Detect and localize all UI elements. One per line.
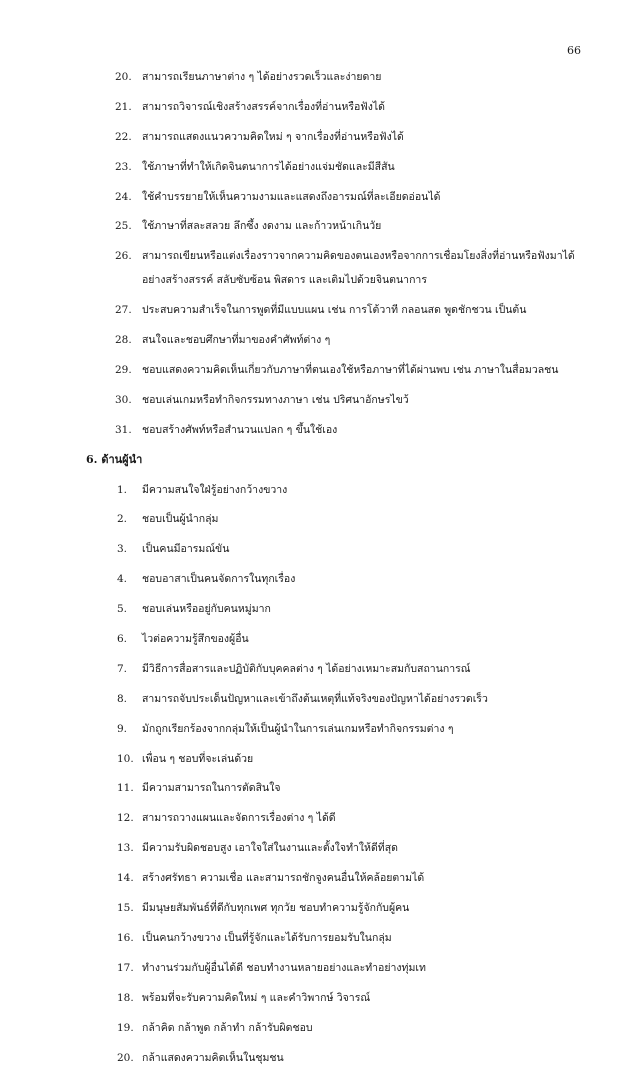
item-text: ชอบอาสาเป็นคนจัดการในทุกเรื่อง xyxy=(142,573,296,586)
list-item xyxy=(0,1017,638,1039)
item-text: สนใจและชอบศึกษาที่มาของคำศัพท์ต่าง ๆ xyxy=(142,334,331,347)
page-number: 66 xyxy=(567,44,581,57)
item-number: 24. xyxy=(115,190,132,203)
item-number: 23. xyxy=(115,160,132,173)
item-text: ใช้ภาษาที่ทำให้เกิดจินตนาการได้อย่างแจ่มชัดและมีสีสัน xyxy=(142,160,395,173)
list-item xyxy=(0,927,638,949)
item-number: 21. xyxy=(115,100,132,113)
item-text: สามารถเรียนภาษาต่าง ๆ ได้อย่างรวดเร็วและง่ายดาย xyxy=(142,71,382,83)
item-number: 18. xyxy=(117,991,134,1004)
item-text: กล้าคิด กล้าพูด กล้าทำ กล้ารับผิดชอบ xyxy=(142,1021,313,1034)
list-item xyxy=(0,66,638,88)
list-item xyxy=(0,748,638,770)
item-text: มีความสามารถในการตัดสินใจ xyxy=(142,782,281,795)
list-item xyxy=(0,807,638,829)
item-text: มีความรับผิดชอบสูง เอาใจใส่ในงานและตั้งใจทำให้ดีที่สุด xyxy=(142,842,398,855)
list-item xyxy=(0,186,638,208)
item-number: 15. xyxy=(117,902,134,915)
item-number: 1. xyxy=(117,483,128,496)
item-text: มักถูกเรียกร้องจากกลุ่มให้เป็นผู้นำในการเล่นเกมหรือทำกิจกรรมต่าง ๆ xyxy=(142,722,454,735)
item-text: ใช้ภาษาที่สละสลวย ลึกซึ้ง งดงาม และก้าวหน้าเกินวัย xyxy=(142,220,382,233)
list-item xyxy=(0,568,638,590)
item-number: 3. xyxy=(117,543,128,556)
list-item xyxy=(0,987,638,1009)
list-item xyxy=(0,897,638,919)
list-item xyxy=(0,658,638,680)
item-text: สามารถจับประเด็นปัญหาและเข้าถึงต้นเหตุที่แท้จริงของปัญหาได้อย่างรวดเร็ว xyxy=(142,692,488,705)
item-text: สามารถเขียนหรือแต่งเรื่องราวจากความคิดของตนเองหรือจากการเชื่อมโยงสิ่งที่อ่านหรือฟังมาได้ xyxy=(142,250,575,263)
item-text: ใช้คำบรรยายให้เห็นความงามและแสดงถึงอารมณ์ที่ละเอียดอ่อนได้ xyxy=(142,190,441,203)
item-number: 29. xyxy=(115,364,132,377)
item-number: 26. xyxy=(115,250,132,263)
item-number: 13. xyxy=(117,842,134,855)
item-text: พร้อมที่จะรับความคิดใหม่ ๆ และคำวิพากษ์ วิจารณ์ xyxy=(142,991,371,1004)
item-text: มีมนุษยสัมพันธ์ที่ดีกับทุกเพศ ทุกวัย ชอบทำความรู้จักกับผู้คน xyxy=(142,902,410,915)
list-item xyxy=(0,96,638,118)
item-text: มีความสนใจใฝ่รู้อย่างกว้างขวาง xyxy=(142,483,288,496)
item-text: สามารถวิจารณ์เชิงสร้างสรรค์จากเรื่องที่อ่านหรือฟังได้ xyxy=(142,100,385,113)
item-text: สามารถวางแผนและจัดการเรื่องต่าง ๆ ได้ดี xyxy=(142,812,336,825)
item-text: สร้างศรัทธา ความเชื่อ และสามารถชักจูงคนอื่นให้คล้อยตามได้ xyxy=(142,872,425,885)
list-item xyxy=(0,1047,638,1069)
item-number: 27. xyxy=(115,304,132,317)
list-item xyxy=(0,299,638,321)
item-text: กล้าแสดงความคิดเห็นในชุมชน xyxy=(142,1051,284,1064)
item-number: 20. xyxy=(117,1051,134,1064)
item-number: 12. xyxy=(117,812,134,825)
list-item xyxy=(0,126,638,148)
item-number: 30. xyxy=(115,393,132,406)
item-number: 17. xyxy=(117,961,134,974)
item-number: 11. xyxy=(117,782,134,795)
item-number: 10. xyxy=(117,752,134,765)
item-text: เป็นคนมีอารมณ์ขัน xyxy=(142,543,230,556)
list-item xyxy=(0,389,638,411)
item-number: 25. xyxy=(115,220,132,233)
item-text: มีวิธีการสื่อสารและปฏิบัติกับบุคคลต่าง ๆ ได้อย่างเหมาะสมกับสถานการณ์ xyxy=(142,662,471,675)
item-number: 9. xyxy=(117,722,128,735)
item-number: 28. xyxy=(115,334,132,347)
item-number: 7. xyxy=(117,662,128,675)
section-heading: 6. ด้านผู้นำ xyxy=(86,452,143,466)
list-item xyxy=(0,837,638,859)
item-text: ทำงานร่วมกับผู้อื่นได้ดี ชอบทำงานหลายอย่างและทำอย่างทุ่มเท xyxy=(142,961,426,974)
list-item xyxy=(0,215,638,237)
item-number: 19. xyxy=(117,1021,134,1034)
list-item xyxy=(0,867,638,889)
item-number: 5. xyxy=(117,603,128,616)
list-item xyxy=(0,156,638,178)
list-item xyxy=(0,359,638,381)
item-number: 4. xyxy=(117,573,128,586)
list-item xyxy=(0,538,638,560)
list-item xyxy=(0,508,638,530)
item-number: 16. xyxy=(117,931,134,944)
item-text: สามารถแสดงแนวความคิดใหม่ ๆ จากเรื่องที่อ่านหรือฟังได้ xyxy=(142,130,404,143)
item-text: ชอบเป็นผู้นำกลุ่ม xyxy=(142,513,219,526)
item-text: เป็นคนกว้างขวาง เป็นที่รู้จักและได้รับการยอมรับในกลุ่ม xyxy=(142,931,392,944)
item-text-continuation: อย่างสร้างสรรค์ สลับซับซ้อน พิสดาร และเติมไปด้วยจินตนาการ xyxy=(142,274,427,287)
item-number: 31. xyxy=(115,423,132,436)
list-item xyxy=(0,329,638,351)
item-text: ไวต่อความรู้สึกของผู้อื่น xyxy=(142,633,249,646)
item-text: ประสบความสำเร็จในการพูดที่มีแบบแผน เช่น การโต้วาที กลอนสด พูดชักชวน เป็นต้น xyxy=(142,304,527,317)
item-text: ชอบเล่นเกมหรือทำกิจกรรมทางภาษา เช่น ปริศนาอักษรไขว้ xyxy=(142,393,409,406)
item-text: ชอบเล่นหรืออยู่กับคนหมู่มาก xyxy=(142,603,271,616)
item-text: ชอบสร้างศัพท์หรือสำนวนแปลก ๆ ขึ้นใช้เอง xyxy=(142,423,338,436)
document-body xyxy=(0,66,638,1076)
list-item xyxy=(0,598,638,620)
item-text: เพื่อน ๆ ชอบที่จะเล่นด้วย xyxy=(142,752,254,765)
list-item xyxy=(0,957,638,979)
list-item xyxy=(0,688,638,710)
list-item xyxy=(0,628,638,650)
list-item xyxy=(0,245,638,291)
item-number: 20. xyxy=(115,71,132,83)
item-text: ชอบแสดงความคิดเห็นเกี่ยวกับภาษาที่ตนเองใช้หรือภาษาที่ได้ผ่านพบ เช่น ภาษาในสื่อมวลชน xyxy=(142,364,559,377)
item-number: 6. xyxy=(117,633,128,646)
item-number: 8. xyxy=(117,692,128,705)
list-item xyxy=(0,419,638,441)
list-item xyxy=(0,718,638,740)
item-number: 14. xyxy=(117,872,134,885)
list-item xyxy=(0,479,638,501)
item-number: 2. xyxy=(117,513,128,526)
item-number: 22. xyxy=(115,130,132,143)
list-item xyxy=(0,777,638,799)
